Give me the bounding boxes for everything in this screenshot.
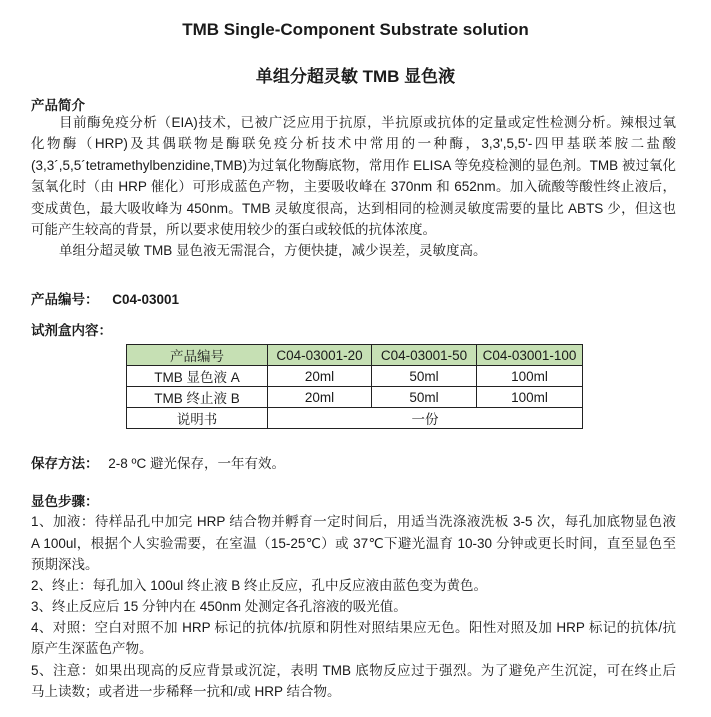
intro-line: (3,3´,5,5´tetramethylbenzidine,TMB)为过氧化物酶底物，常用作 ELISA 等免疫检测的显色剂。TMB 被过氧化 bbox=[31, 158, 676, 173]
step-line: 1、加液：待样品孔中加完 HRP 结合物并孵育一定时间后，用适当洗涤液洗板 3-5 次，每孔加底物显色液 bbox=[31, 514, 676, 529]
product-code-label: 产品编号： bbox=[31, 292, 99, 307]
intro-line: 变成黄色，最大吸收峰为 450nm。TMB 灵敏度很高，达到相同的检测灵敏度需要的量比 ABTS 少，但这也 bbox=[31, 201, 676, 216]
storage-value: 2-8 ºC 避光保存，一年有效。 bbox=[108, 456, 285, 471]
table-cell: 20ml bbox=[268, 366, 372, 387]
step-line: 3、终止反应后 15 分钟内在 450nm 处测定各孔溶液的吸光值。 bbox=[31, 599, 407, 614]
table-cell: TMB 终止液 B bbox=[127, 387, 268, 408]
table-header-cell: 产品编号 bbox=[127, 345, 268, 366]
table-cell: TMB 显色液 A bbox=[127, 366, 268, 387]
title-english: TMB Single-Component Substrate solution bbox=[182, 20, 529, 39]
table-cell: 50ml bbox=[372, 387, 477, 408]
step-line: 预期深浅。 bbox=[31, 557, 99, 572]
table-cell: 一份 bbox=[268, 408, 583, 429]
kit-heading: 试剂盒内容： bbox=[31, 323, 112, 338]
kit-table bbox=[126, 344, 583, 429]
table-header-cell: C04-03001-100 bbox=[477, 345, 583, 366]
storage bbox=[31, 452, 285, 472]
steps-heading: 显色步骤： bbox=[31, 494, 99, 509]
table-header-cell: C04-03001-20 bbox=[268, 345, 372, 366]
step-line: A 100ul，根据个人实验需要，在室温（15-25℃）或 37℃下避光温育 10-30 分钟或更长时间，直至显色至 bbox=[31, 536, 676, 551]
table-header-row bbox=[127, 345, 583, 366]
intro-line: 单组分超灵敏 TMB 显色液无需混合，方便快捷，减少误差，灵敏度高。 bbox=[59, 243, 487, 258]
table-cell: 说明书 bbox=[127, 408, 268, 429]
table-cell: 20ml bbox=[268, 387, 372, 408]
intro-line: 氢氧化时（由 HRP 催化）可形成蓝色产物，主要吸收峰在 370nm 和 652nm。加入硫酸等酸性终止液后， bbox=[31, 179, 676, 194]
table-header-cell: C04-03001-50 bbox=[372, 345, 477, 366]
product-code-value: C04-03001 bbox=[112, 292, 180, 307]
table-row bbox=[127, 408, 583, 429]
table-cell: 100ml bbox=[477, 387, 583, 408]
table-row bbox=[127, 366, 583, 387]
step-line: 5、注意：如果出现高的反应背景或沉淀，表明 TMB 底物反应过于强烈。为了避免产生沉淀，可在终止后 bbox=[31, 663, 676, 678]
step-line: 2、终止：每孔加入 100ul 终止液 B 终止反应，孔中反应液由蓝色变为黄色。 bbox=[31, 578, 488, 593]
intro-line: 可能产生较高的背景，所以要求使用较少的蛋白或较低的抗体浓度。 bbox=[31, 222, 436, 237]
table-cell: 100ml bbox=[477, 366, 583, 387]
step-line: 原产生深蓝色产物。 bbox=[31, 641, 153, 656]
title-chinese: 单组分超灵敏 TMB 显色液 bbox=[255, 67, 456, 86]
table-row bbox=[127, 387, 583, 408]
table-cell: 50ml bbox=[372, 366, 477, 387]
step-line: 4、对照：空白对照不加 HRP 标记的抗体/抗原和阴性对照结果应无色。阳性对照及加 HRP 标记的抗体/抗 bbox=[31, 620, 676, 635]
intro-heading: 产品简介 bbox=[31, 98, 85, 113]
intro-line: 化物酶（HRP)及其偶联物是酶联免疫分析技术中常用的一种酶，3,3',5,5'-四甲基联苯胺二盐酸 bbox=[31, 136, 676, 151]
product-code bbox=[31, 288, 179, 308]
step-line: 马上读数；或者进一步稀释一抗和/或 HRP 结合物。 bbox=[31, 684, 341, 699]
storage-label: 保存方法： bbox=[31, 456, 99, 471]
intro-line: 目前酶免疫分析（EIA)技术，已被广泛应用于抗原，半抗原或抗体的定量或定性检测分析。辣根过氧 bbox=[59, 115, 676, 130]
